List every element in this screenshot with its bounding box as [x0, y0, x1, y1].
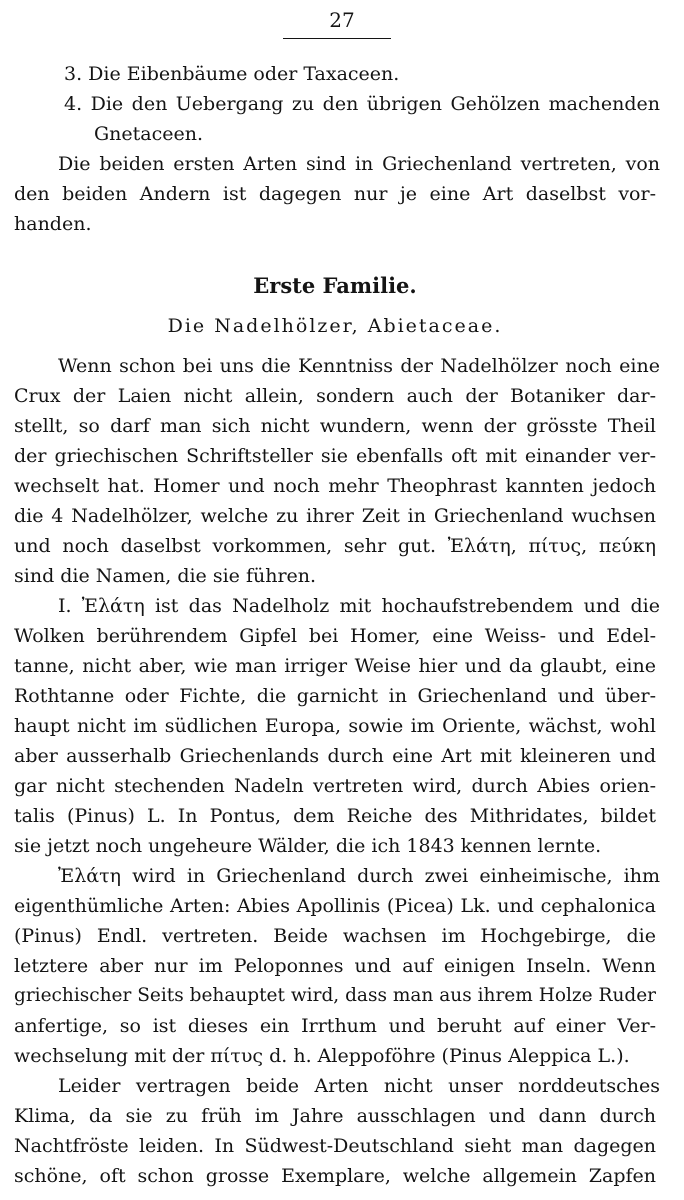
- paragraph-line: der griechischen Schriftsteller sie ebenfalls oft mit einander ver-: [14, 445, 656, 467]
- paragraph-line: Wolken berührendem Gipfel bei Homer, eine Weiss- und Edel-: [14, 625, 656, 647]
- paragraph-line: (Pinus) Endl. vertreten. Beide wachsen im Hochgebirge, die: [14, 925, 656, 947]
- paragraph-line: aber ausserhalb Griechenlands durch eine Art mit kleineren und: [14, 745, 656, 767]
- paragraph-line: die 4 Nadelhölzer, welche zu ihrer Zeit in Griechenland wuchsen: [14, 505, 656, 527]
- list-item-4: 4. Die den Uebergang zu den übrigen Gehölzen machenden: [64, 93, 660, 115]
- paragraph-line: stellt, so darf man sich nicht wundern, wenn der grösste Theil: [14, 415, 656, 437]
- paragraph-line: Leider vertragen beide Arten nicht unser norddeutsches: [58, 1075, 660, 1097]
- paragraph-line: talis (Pinus) L. In Pontus, dem Reiche des Mithridates, bildet: [14, 805, 656, 827]
- paragraph-line: eigenthümliche Arten: Abies Apollinis (Picea) Lk. und cephalonica: [14, 895, 656, 917]
- section-heading: Erste Familie.: [253, 273, 417, 298]
- paragraph-line: wechselt hat. Homer und noch mehr Theophrast kannten jedoch: [14, 475, 656, 497]
- paragraph-line: tanne, nicht aber, wie man irriger Weise hier und da glaubt, eine: [14, 655, 656, 677]
- paragraph-line: schöne, oft schon grosse Exemplare, welche allgemein Zapfen: [14, 1165, 656, 1187]
- paragraph-line: Ἐλάτη wird in Griechenland durch zwei einheimische, ihm: [58, 865, 660, 887]
- paragraph-line: letztere aber nur im Peloponnes und auf einigen Inseln. Wenn: [14, 955, 656, 977]
- paragraph-line: und noch daselbst vorkommen, sehr gut. Ἐλάτη, πίτυς, πεύκη: [14, 535, 656, 557]
- paragraph-line: Rothtanne oder Fichte, die garnicht in Griechenland und über-: [14, 685, 656, 707]
- paragraph-line: Wenn schon bei uns die Kenntniss der Nadelhölzer noch eine: [58, 355, 660, 377]
- paragraph-line: gar nicht stechenden Nadeln vertreten wird, durch Abies orien-: [14, 775, 656, 797]
- paragraph-line: Klima, da sie zu früh im Jahre ausschlagen und dann durch: [14, 1105, 656, 1127]
- paragraph-line: Crux der Laien nicht allein, sondern auch der Botaniker dar-: [14, 385, 656, 407]
- paragraph-line: sie jetzt noch ungeheure Wälder, die ich 1843 kennen lernte.: [14, 835, 602, 857]
- paragraph-line: haupt nicht im südlichen Europa, sowie im Oriente, wächst, wohl: [14, 715, 656, 737]
- paragraph-line: I. Ἐλάτη ist das Nadelholz mit hochaufstrebendem und die: [58, 595, 660, 617]
- paragraph-line: den beiden Andern ist dagegen nur je eine Art daselbst vor-: [14, 183, 656, 205]
- paragraph-line: sind die Namen, die sie führen.: [14, 565, 317, 587]
- paragraph-line: griechischer Seits behauptet wird, dass man aus ihrem Holze Ruder: [14, 985, 656, 1006]
- paragraph-line: Die beiden ersten Arten sind in Griechenland vertreten, von: [58, 153, 660, 175]
- section-subheading: Die Nadelhölzer, Abietaceae.: [167, 315, 503, 337]
- list-item-4-cont: Gnetaceen.: [94, 123, 204, 145]
- paragraph-line: wechselung mit der πίτυς d. h. Aleppoföhre (Pinus Aleppica L.).: [14, 1045, 630, 1067]
- paragraph-line: Nachtfröste leiden. In Südwest-Deutschland sieht man dagegen: [14, 1135, 656, 1157]
- paragraph-line: anfertige, so ist dieses ein Irrthum und beruht auf einer Ver-: [14, 1015, 656, 1037]
- list-item-3: 3. Die Eibenbäume oder Taxaceen.: [64, 63, 400, 85]
- paragraph-line: handen.: [14, 213, 92, 235]
- header-rule: [283, 38, 391, 39]
- page-number: 27: [329, 8, 355, 32]
